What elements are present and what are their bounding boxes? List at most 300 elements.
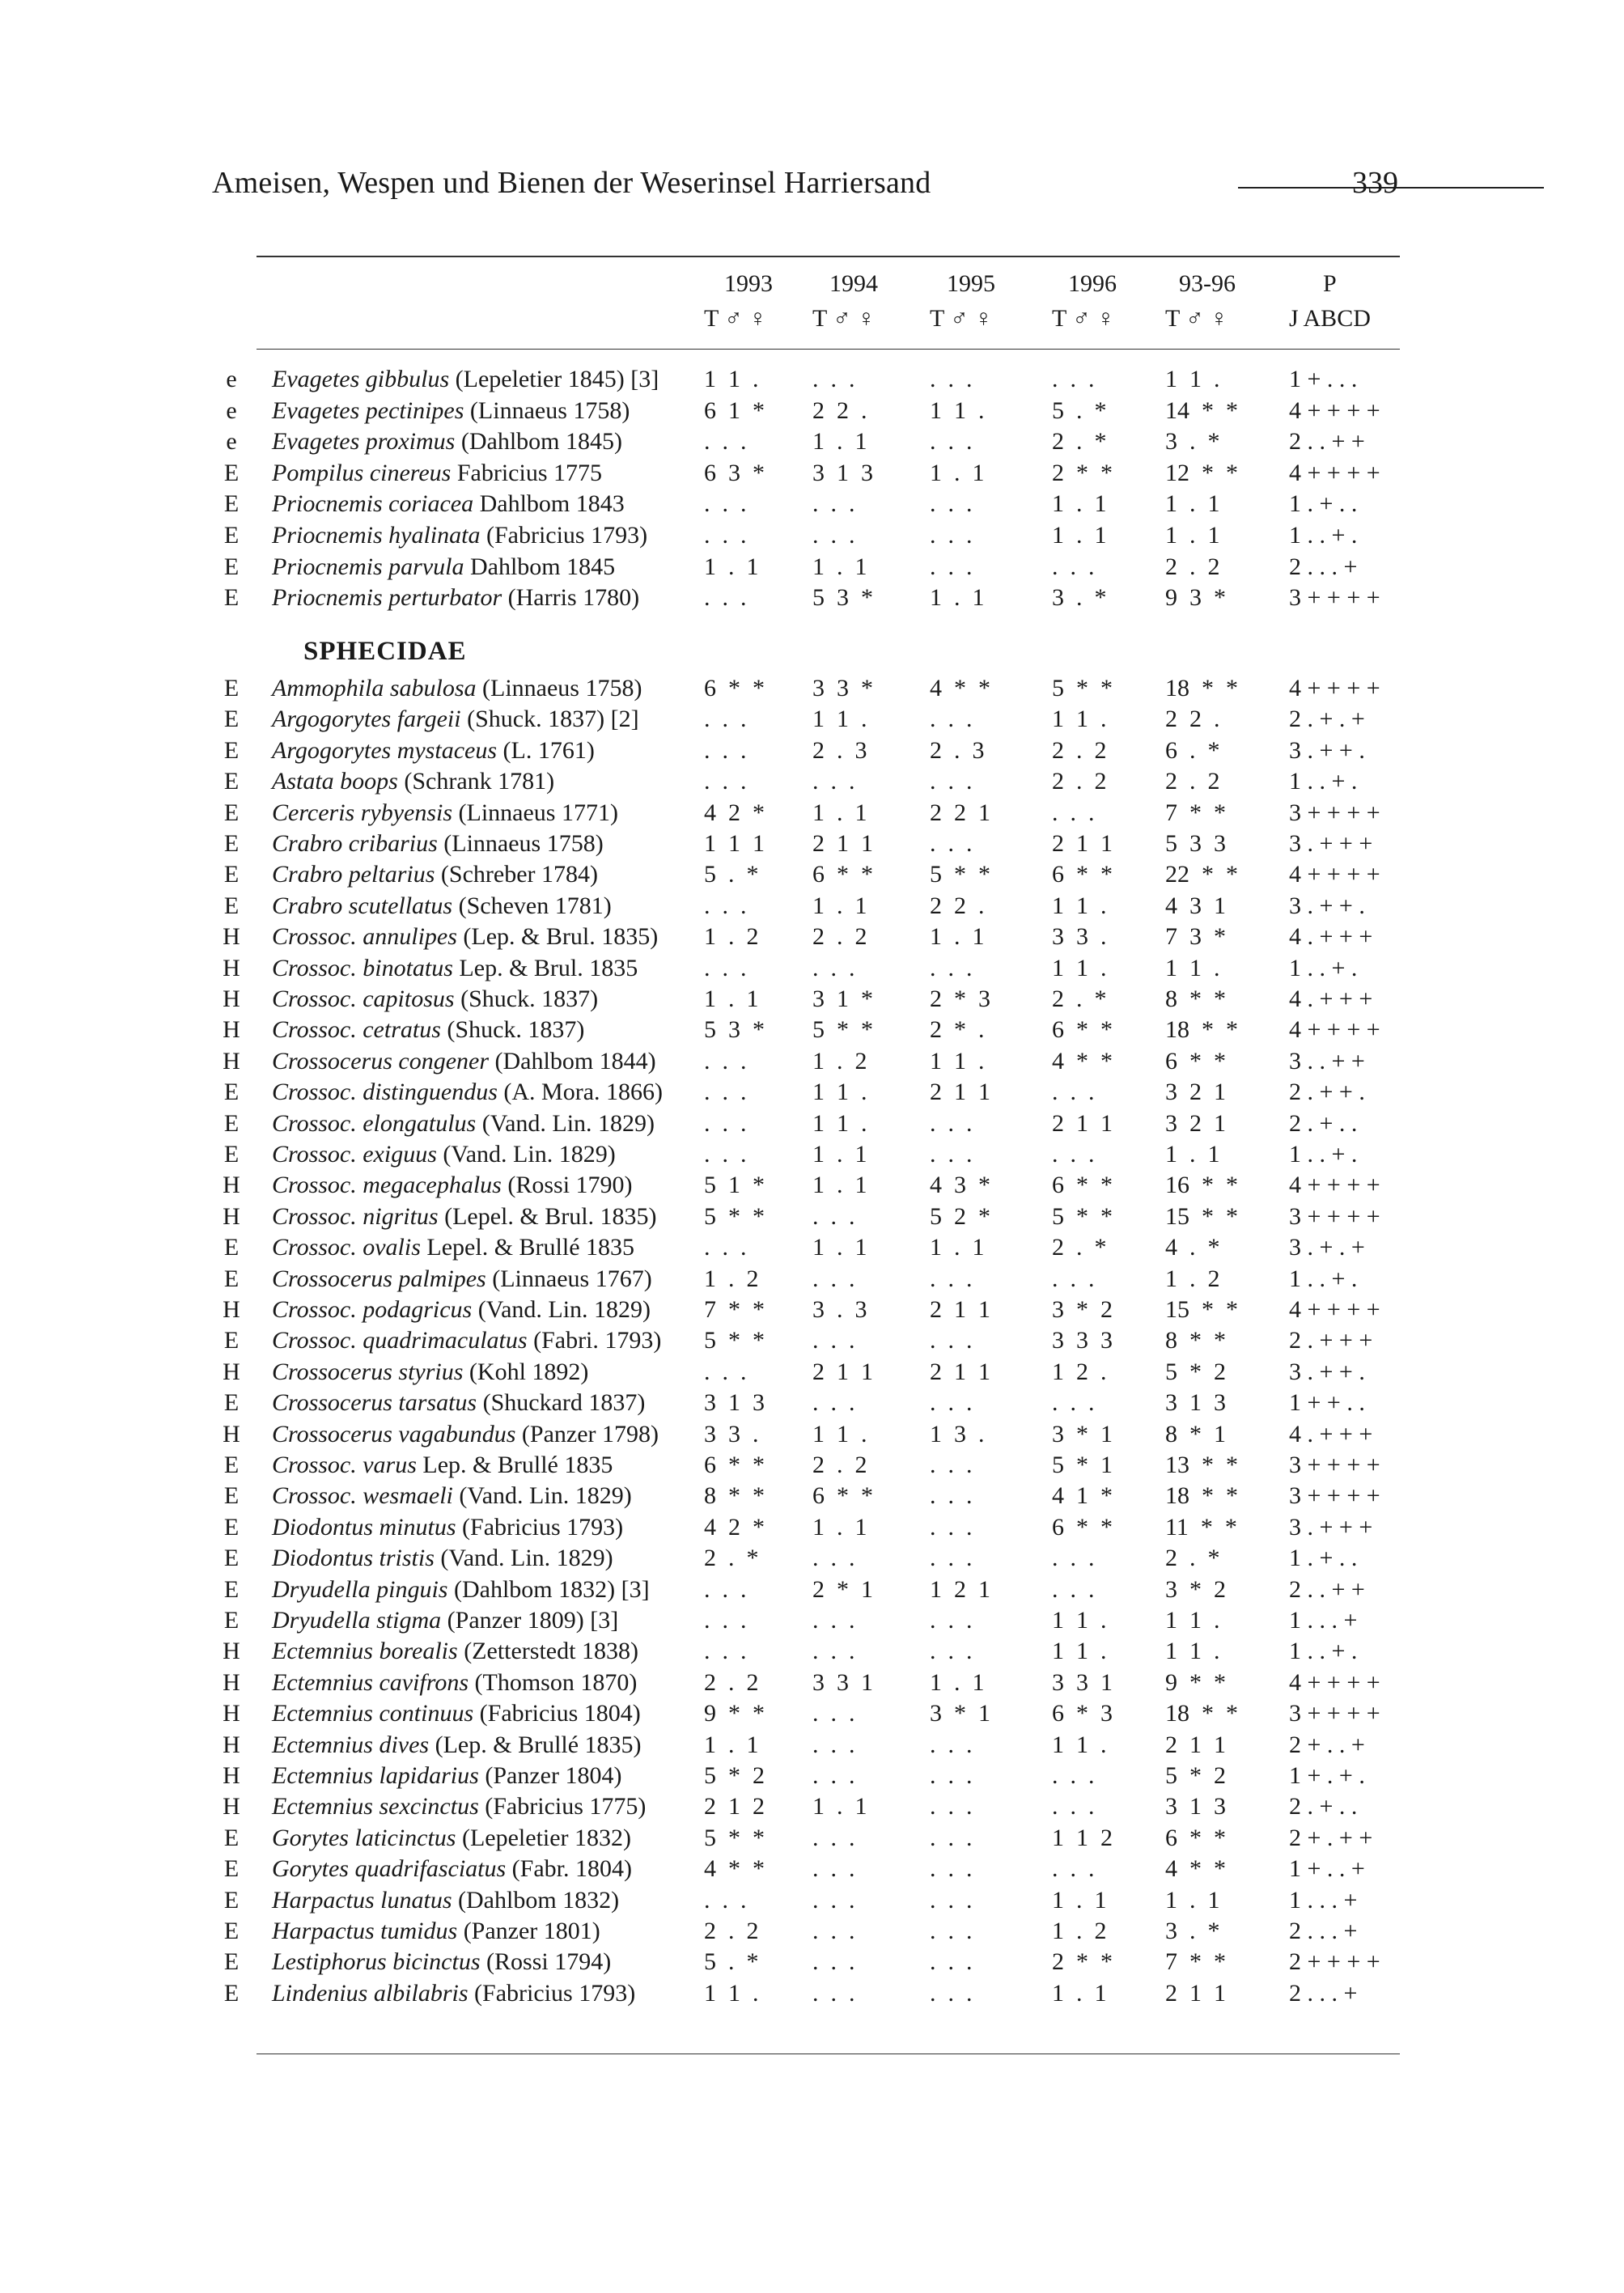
species-name: Crossoc. cetratus [272,1016,441,1044]
count-total: 1 . 2 [1165,1265,1220,1292]
count-1996: 3 3 . [1052,923,1107,951]
count-1993: . . . [704,706,747,733]
count-1993: . . . [704,1607,747,1634]
count-1994: 1 . 1 [812,799,867,826]
count-total: 18 * * [1165,1700,1238,1727]
count-total: 18 * * [1165,1482,1238,1510]
species-name: Crabro scutellatus [272,892,453,919]
group-code: e [226,396,237,424]
group-code: E [223,799,240,826]
group-code: E [223,584,240,612]
p-rating: 1 . . + . [1289,1265,1358,1292]
count-total: 3 1 3 [1165,1389,1226,1417]
p-rating: 2 . . . + [1289,553,1358,580]
species-author: (Linnaeus 1771) [458,799,618,826]
p-rating: 3 . + . + [1289,1234,1365,1261]
p-rating: 4 + + + + [1289,459,1380,486]
species-author: (Shuck. 1837) [460,985,599,1012]
species-cell [272,1357,588,1388]
count-total: 1 . 1 [1165,1141,1220,1168]
p-rating: 2 + . + + [1289,1824,1373,1851]
group-code: H [223,1700,240,1727]
count-1993: 6 * * [704,675,765,701]
group-code: E [223,1886,240,1914]
p-rating: 3 . + + + [1289,1513,1373,1541]
group-code: E [223,1918,240,1944]
group-code: E [223,736,240,764]
species-cell [272,1512,623,1543]
p-rating: 2 . + + + [1289,1327,1373,1354]
species-author: (Linnaeus 1767) [492,1265,652,1292]
p-rating: 3 + + + + [1289,1700,1380,1727]
table-row [0,953,1624,984]
count-1995: 2 * 3 [930,985,990,1012]
count-1996: 3 * 1 [1052,1420,1113,1447]
group-code: E [223,1575,240,1603]
count-1994: 1 1 . [812,1109,867,1137]
count-1994: 2 2 . [812,396,867,424]
count-1993: . . . [704,736,747,764]
species-name: Crossocerus congener [272,1047,490,1074]
p-rating: 2 . . . + [1289,1918,1358,1944]
count-1996: 4 1 * [1052,1482,1113,1510]
species-cell [272,1823,631,1854]
table-row [0,1108,1624,1139]
species-author: (Linnaeus 1758) [482,675,642,701]
count-1995: . . . [930,1824,973,1851]
count-1996: 3 * 2 [1052,1296,1113,1323]
count-1996: 5 * * [1052,1202,1113,1230]
count-1996: 2 * * [1052,459,1113,486]
table-row [0,673,1624,704]
count-1993: . . . [704,490,747,518]
group-code: H [223,1793,240,1820]
count-1993: 4 2 * [704,799,765,826]
species-name: Lestiphorus bicinctus [272,1948,481,1976]
p-rating: 3 + + + + [1289,1482,1380,1510]
species-cell [272,1170,633,1201]
count-1996: 5 * 1 [1052,1452,1113,1478]
column-sub-label: T ♂ ♀ [930,305,993,332]
count-1994: . . . [812,1731,855,1758]
count-1995: . . . [930,1731,973,1758]
species-cell [272,766,554,797]
species-name: Crossocerus styrius [272,1358,464,1385]
species-author: (Fabricius 1793) [486,522,648,549]
column-year-label: 93-96 [1179,270,1236,297]
species-author: (Dahlbom 1832) [458,1886,620,1914]
count-1996: 1 . 1 [1052,522,1107,549]
count-total: 1 . 1 [1165,522,1220,549]
species-author: (A. Mora. 1866) [503,1079,664,1106]
table-row [0,1512,1624,1543]
count-1996: 1 1 . [1052,1638,1107,1665]
count-1996: . . . [1052,1575,1095,1603]
count-total: 1 . 1 [1165,490,1220,518]
count-1996: 1 . 1 [1052,490,1107,518]
species-author: (Vand. Lin. 1829) [440,1545,613,1572]
species-name: Lindenius albilabris [272,1979,469,2007]
count-1996: 2 . 2 [1052,768,1107,795]
species-cell [272,1139,616,1170]
species-cell [272,891,612,922]
p-rating: 3 . + + + [1289,830,1373,857]
species-author: (Shuck. 1837) [2] [467,706,639,733]
count-1995: . . . [930,1855,973,1883]
p-rating: 4 . + + + [1289,923,1373,951]
count-1996: 3 3 3 [1052,1327,1113,1354]
count-1994: 1 . 1 [812,1793,867,1820]
species-cell [272,1885,619,1916]
species-cell [272,1202,657,1232]
count-total: 1 1 . [1165,366,1220,392]
count-1993: 5 * 2 [704,1762,765,1789]
species-author: (Vand. Lin. 1829) [459,1482,632,1510]
count-total: 3 . * [1165,1918,1220,1944]
table-row [0,859,1624,890]
species-author: Lep. & Brullé 1835 [422,1452,613,1478]
count-1994: 3 1 * [812,985,873,1012]
count-1994: . . . [812,366,855,392]
p-rating: 4 + + + + [1289,861,1380,888]
count-1993: . . . [704,1575,747,1603]
count-1994: . . . [812,1979,855,2007]
count-1993: 1 1 . [704,1979,759,2007]
count-total: 2 2 . [1165,706,1220,733]
p-rating: 1 . . . + [1289,1607,1358,1634]
count-1996: 2 1 1 [1052,1109,1113,1137]
table-row [0,1823,1624,1854]
count-1994: . . . [812,1824,855,1851]
count-total: 15 * * [1165,1296,1238,1323]
count-1995: . . . [930,428,973,456]
count-1996: 5 * * [1052,675,1113,701]
group-code: H [223,1047,240,1074]
count-1993: . . . [704,1047,747,1074]
count-1995: 2 2 . [930,892,985,919]
group-code: E [223,1513,240,1541]
table-row [0,458,1624,489]
count-1995: . . . [930,1948,973,1976]
group-code: H [223,923,240,951]
count-total: 9 * * [1165,1668,1226,1696]
count-1994: 1 . 1 [812,1234,867,1261]
count-1995: . . . [930,768,973,795]
count-total: 1 1 . [1165,1607,1220,1634]
p-rating: 1 . . + . [1289,768,1358,795]
count-total: 18 * * [1165,1016,1238,1044]
count-1993: . . . [704,1638,747,1665]
count-total: 3 * 2 [1165,1575,1226,1603]
species-cell [272,984,598,1015]
species-cell [272,1264,652,1295]
count-1995: 4 * * [930,675,990,701]
group-code: e [226,366,237,392]
table-row [0,798,1624,829]
count-total: 1 1 . [1165,1638,1220,1665]
column-year-label: 1996 [1068,270,1117,297]
p-rating: 1 . . + . [1289,1141,1358,1168]
group-code: H [223,1016,240,1044]
species-cell [272,520,647,551]
p-rating: 4 + + + + [1289,1296,1380,1323]
species-author: (Vand. Lin. 1829) [443,1141,616,1168]
count-1993: 6 3 * [704,459,765,486]
species-name: Ectemnius borealis [272,1638,458,1665]
p-rating: 2 . + . + [1289,706,1365,733]
count-1994: . . . [812,1855,855,1883]
count-1995: 2 * . [930,1016,985,1044]
p-rating: 2 . + . . [1289,1109,1358,1137]
count-1996: 2 . * [1052,985,1107,1012]
count-1994: . . . [812,1948,855,1976]
table-row [0,735,1624,766]
count-1995: . . . [930,830,973,857]
count-1994: 1 . 2 [812,1047,867,1074]
count-1995: 2 1 1 [930,1358,990,1385]
count-1993: 5 . * [704,1948,759,1976]
count-1993: 9 * * [704,1700,765,1727]
species-name: Ectemnius continuus [272,1700,474,1727]
count-1993: . . . [704,1141,747,1168]
species-cell [272,583,639,613]
group-code: E [223,1141,240,1168]
count-1995: . . . [930,490,973,518]
count-total: 2 . 2 [1165,768,1220,795]
count-1996: 6 * * [1052,1016,1113,1044]
count-1995: . . . [930,1513,973,1541]
count-1996: . . . [1052,1141,1095,1168]
species-name: Harpactus lunatus [272,1886,452,1914]
table-row [0,1575,1624,1605]
species-name: Harpactus tumidus [272,1918,458,1944]
p-rating: 1 . + . . [1289,1545,1358,1572]
count-1996: . . . [1052,1079,1095,1106]
column-sub-label: T ♂ ♀ [1165,305,1228,332]
species-cell [272,1761,621,1791]
count-1994: 2 . 2 [812,1452,867,1478]
species-author: (Lepeletier 1845) [3] [455,366,659,392]
count-1996: . . . [1052,1793,1095,1820]
count-total: 6 * * [1165,1824,1226,1851]
table-row [0,396,1624,426]
table-row [0,1916,1624,1947]
species-name: Gorytes quadrifasciatus [272,1855,507,1883]
species-cell [272,1636,638,1667]
group-code: H [223,1172,240,1199]
count-1996: 2 . * [1052,1234,1107,1261]
table-row [0,766,1624,797]
group-code: H [223,985,240,1012]
count-total: 1 . 1 [1165,1886,1220,1914]
count-total: 2 1 1 [1165,1731,1226,1758]
species-name: Crossocerus palmipes [272,1265,486,1292]
table-row [0,1232,1624,1263]
species-author: (Dahlbom 1844) [494,1047,656,1074]
count-1993: . . . [704,1079,747,1106]
count-1996: 3 3 1 [1052,1668,1113,1696]
count-total: 5 * 2 [1165,1358,1226,1385]
count-1993: 2 . 2 [704,1668,759,1696]
group-code: E [223,1079,240,1106]
species-name: Crabro cribarius [272,830,438,857]
table-row [0,1885,1624,1916]
count-1993: 1 . 2 [704,1265,759,1292]
p-rating: 1 + . . + [1289,1855,1365,1883]
species-cell [272,489,625,519]
count-total: 4 * * [1165,1855,1226,1883]
count-total: 7 3 * [1165,923,1226,951]
species-author: Fabricius 1775 [456,459,603,486]
species-author: Dahlbom 1845 [469,553,616,580]
p-rating: 3 + + + + [1289,1452,1380,1478]
count-1995: 1 1 . [930,396,985,424]
count-1994: . . . [812,1886,855,1914]
count-1994: 1 1 . [812,1420,867,1447]
species-cell [272,798,618,829]
count-1996: . . . [1052,1762,1095,1789]
species-author: (Fabricius 1804) [479,1700,641,1727]
p-rating: 3 . + + . [1289,892,1365,919]
group-code: E [223,553,240,580]
count-1996: 1 1 . [1052,1731,1107,1758]
count-total: 8 * * [1165,1327,1226,1354]
count-total: 4 3 1 [1165,892,1226,919]
count-total: 7 * * [1165,799,1226,826]
p-rating: 1 . . + . [1289,1638,1358,1665]
count-1996: 1 1 . [1052,1607,1107,1634]
table-row [0,704,1624,735]
count-1994: 2 . 2 [812,923,867,951]
species-cell [272,1916,600,1947]
count-total: 11 * * [1165,1513,1237,1541]
species-name: Crossoc. quadrimaculatus [272,1327,528,1354]
species-cell [272,1108,655,1139]
species-name: Crossoc. exiguus [272,1141,437,1168]
species-name: Gorytes laticinctus [272,1824,456,1851]
count-1993: . . . [704,768,747,795]
count-1995: 1 . 1 [930,1234,985,1261]
count-1996: 1 1 . [1052,892,1107,919]
species-name: Crossoc. elongatulus [272,1109,477,1137]
table-row [0,364,1624,395]
count-1994: . . . [812,1265,855,1292]
count-total: 7 * * [1165,1948,1226,1976]
species-cell [272,1791,646,1822]
table-row [0,1046,1624,1077]
group-code: E [223,861,240,888]
count-1995: . . . [930,1762,973,1789]
table-row [0,1761,1624,1791]
species-cell [272,922,658,952]
count-1994: 3 . 3 [812,1296,867,1323]
species-author: (Panzer 1801) [463,1918,600,1944]
count-1993: . . . [704,522,747,549]
table-row [0,489,1624,519]
count-1996: . . . [1052,799,1095,826]
species-name: Crossocerus vagabundus [272,1420,516,1447]
count-1994: 1 . 1 [812,1513,867,1541]
species-name: Evagetes proximus [272,428,456,456]
count-1995: 5 2 * [930,1202,990,1230]
species-name: Priocnemis hyalinata [272,522,481,549]
count-1996: . . . [1052,366,1095,392]
species-cell [272,396,630,426]
table-row [0,1170,1624,1201]
table-row [0,891,1624,922]
p-rating: 3 + + + + [1289,799,1380,826]
species-name: Crabro peltarius [272,861,435,888]
species-cell [272,1978,635,2009]
group-code: E [223,459,240,486]
count-1993: 6 1 * [704,396,765,424]
count-1993: . . . [704,1109,747,1137]
count-1994: . . . [812,522,855,549]
count-1994: 2 1 1 [812,1358,873,1385]
count-total: 4 . * [1165,1234,1220,1261]
p-rating: 4 + + + + [1289,1172,1380,1199]
count-1994: . . . [812,1389,855,1417]
group-code: E [223,1109,240,1137]
species-author: (Rossi 1790) [507,1172,633,1199]
species-cell [272,1605,618,1636]
species-cell [272,1232,634,1263]
count-1994: . . . [812,1202,855,1230]
species-author: (Vand. Lin. 1829) [481,1109,655,1137]
species-name: Ammophila sabulosa [272,675,477,701]
count-1996: 1 1 . [1052,954,1107,981]
group-code: E [223,768,240,795]
table-row [0,1450,1624,1481]
species-cell [272,1325,661,1356]
species-name: Priocnemis parvula [272,553,464,580]
count-1994: 5 * * [812,1016,873,1044]
count-1993: 1 . 2 [704,923,759,951]
count-1995: . . . [930,1545,973,1572]
group-code: H [223,1358,240,1385]
count-1994: . . . [812,1700,855,1727]
species-name: Crossoc. nigritus [272,1202,439,1230]
count-1993: 1 1 1 [704,830,765,857]
count-1993: 5 * * [704,1202,765,1230]
species-name: Argogorytes mystaceus [272,736,497,764]
count-1995: 4 3 * [930,1172,990,1199]
species-author: (Rossi 1794) [486,1948,612,1976]
count-1995: . . . [930,522,973,549]
table-row [0,984,1624,1015]
count-total: 6 . * [1165,736,1220,764]
table-row [0,1264,1624,1295]
species-cell [272,735,595,766]
species-name: Crossoc. ovalis [272,1234,421,1261]
count-total: 12 * * [1165,459,1238,486]
count-total: 8 * * [1165,985,1226,1012]
species-author: (Fabricius 1793) [462,1513,624,1541]
count-1995: . . . [930,1109,973,1137]
count-1994: . . . [812,1327,855,1354]
group-code: E [223,830,240,857]
count-1994: . . . [812,1638,855,1665]
page-number: 339 [1352,166,1398,200]
species-author: (Linnaeus 1758) [443,830,604,857]
p-rating: 2 + + + + [1289,1948,1380,1976]
count-1994: 5 3 * [812,584,873,612]
group-code: H [223,954,240,981]
count-1996: 3 . * [1052,584,1107,612]
count-1993: 8 * * [704,1482,765,1510]
count-1993: 2 . 2 [704,1918,759,1944]
species-author: (Harris 1780) [507,584,640,612]
